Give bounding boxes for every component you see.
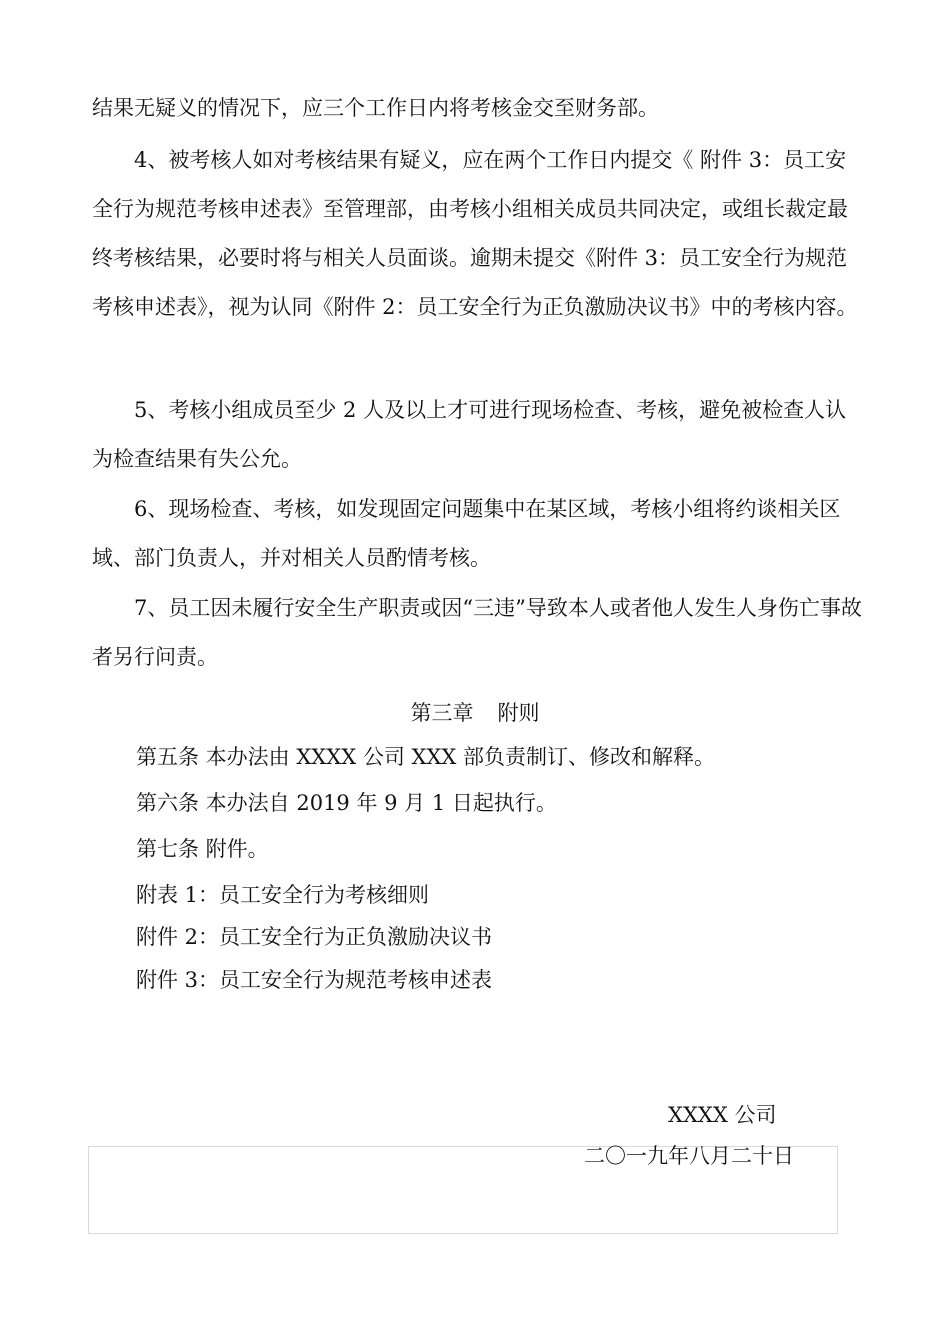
- article-5: 第五条 本办法由 XXXX 公司 XXX 部负责制订、修改和解释。: [136, 745, 716, 769]
- paragraph-item-7: 7、员工因未履行安全生产职责或因“三违”导致本人或者他人发生人身伤亡事故者另行问责。: [92, 596, 862, 669]
- paragraph-item-5: 5、考核小组成员至少 2 人及以上才可进行现场检查、考核，避免被检查人认为检查结果有失公允。: [92, 398, 847, 471]
- paragraph-item-6: 6、现场检查、考核，如发现固定问题集中在某区域，考核小组将约谈相关区域、部门负责人，并对相关人员酌情考核。: [92, 497, 841, 570]
- signature-company: XXXX 公司: [668, 1103, 777, 1127]
- chapter-heading: [0, 698, 950, 728]
- paragraph-continuation: 结果无疑义的情况下，应三个工作日内将考核金交至财务部。: [92, 96, 659, 120]
- attachment-3: 附件 3：员工安全行为规范考核申述表: [136, 968, 493, 992]
- attachment-2: 附件 2：员工安全行为正负激励决议书: [136, 925, 493, 949]
- article-7: 第七条 附件。: [136, 837, 269, 861]
- attachment-table-1: 附表 1：员工安全行为考核细则: [136, 883, 430, 907]
- chapter-number: 第三章: [410, 701, 474, 725]
- paragraph-item-4: 4、被考核人如对考核结果有疑义，应在两个工作日内提交《 附件 3：员工安全行为规范考核申述表》至管理部，由考核小组相关成员共同决定，或组长裁定最终考核结果，必要时将与相关人员面谈。逾期未提交《附件 3：员工安全行为规范考核申述表》，视为认同《附件 2：员工安全行为正负激励决议书》中的考核内容。: [92, 148, 858, 319]
- article-6: 第六条 本办法自 2019 年 9 月 1 日起执行。: [136, 791, 557, 815]
- signature-date: 二〇一九年八月二十日: [584, 1144, 794, 1168]
- chapter-title: 附则: [497, 701, 540, 725]
